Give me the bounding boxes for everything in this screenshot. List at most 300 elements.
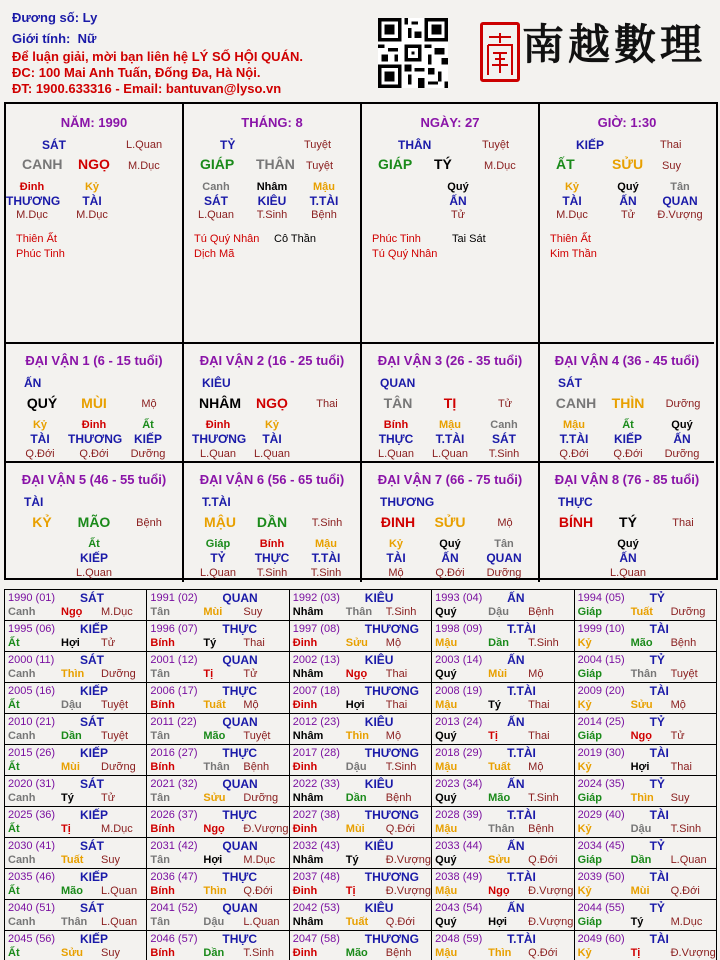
year-label: 2006 (17) <box>150 685 198 697</box>
year-state: Thai <box>528 699 550 711</box>
hidden-stem: Bính <box>259 538 285 550</box>
year-cell <box>147 900 289 931</box>
year-label: 2029 (40) <box>577 809 625 821</box>
year-branch: Ngọ <box>203 823 225 835</box>
dai-van-stem: BÍNH <box>558 514 594 530</box>
heavenly-stem: ẤT <box>556 156 575 172</box>
hidden-god: KIẾP <box>79 551 108 565</box>
spirit-star: Thiên Ất <box>16 233 57 245</box>
year-god: TÀI <box>649 808 669 822</box>
hidden-stem: Kỷ <box>84 181 100 193</box>
year-stem: Quý <box>435 854 457 866</box>
hidden-stem: Ất <box>142 419 154 431</box>
year-stem: Đinh <box>292 885 318 897</box>
table-row <box>5 838 717 869</box>
hidden-stem: Tân <box>494 538 514 550</box>
hidden-state: Đ.Vượng <box>657 209 703 221</box>
year-label: 2026 (37) <box>150 809 198 821</box>
year-state: Dưỡng <box>670 606 706 618</box>
dai-van-title: ĐẠI VẬN 2 (16 - 25 tuổi) <box>199 353 345 368</box>
year-label: 2022 (33) <box>292 778 340 790</box>
dai-van-stem: QUÝ <box>26 395 58 411</box>
year-god: QUAN <box>222 591 258 605</box>
year-branch: Dần <box>630 854 652 866</box>
year-label: 2009 (20) <box>577 685 625 697</box>
year-state: T.Sinh <box>528 637 559 649</box>
hidden-state: M.Dục <box>16 209 48 221</box>
hidden-stem: Quý <box>439 538 461 550</box>
hidden-stem: Giáp <box>205 538 231 550</box>
year-cell <box>432 869 574 900</box>
year-stem: Tân <box>150 606 170 618</box>
hidden-god: ẤN <box>619 551 637 565</box>
year-state: Q.Đới <box>528 947 558 959</box>
year-branch: Ngọ <box>61 606 83 618</box>
hidden-stem: Tân <box>670 181 690 193</box>
year-branch: Tuất <box>61 854 84 866</box>
year-stem: Mậu <box>435 947 458 959</box>
year-stem: Nhâm <box>292 916 324 928</box>
dai-van-1 <box>6 344 184 463</box>
hidden-god: T.TÀI <box>309 194 339 208</box>
heavenly-stem: GIÁP <box>200 156 235 172</box>
hidden-god: TÀI <box>386 551 406 565</box>
year-label: 2001 (12) <box>150 654 198 666</box>
year-state: Dưỡng <box>243 792 279 804</box>
year-label: 2028 (39) <box>435 809 483 821</box>
year-cell <box>432 714 574 745</box>
dai-van-branch: MÙI <box>81 395 107 411</box>
dai-van-god: THỰC <box>558 495 593 509</box>
hidden-state: Q.Đới <box>79 448 109 460</box>
hidden-state: M.Dục <box>556 209 588 221</box>
hidden-state: Dưỡng <box>486 567 522 579</box>
year-cell <box>574 776 716 807</box>
year-label: 1994 (05) <box>577 592 625 604</box>
year-branch: Mão <box>61 885 83 897</box>
year-stem: Canh <box>8 916 36 928</box>
dai-van-branch: MÃO <box>77 514 111 530</box>
dai-van-god: KIÊU <box>202 376 231 390</box>
dai-van-branch: SỬU <box>434 514 466 530</box>
year-branch: Hợi <box>488 916 507 928</box>
branch-state: Tuyệt <box>306 160 334 172</box>
dai-van-state: Thai <box>316 398 338 410</box>
year-state: L.Quan <box>101 885 138 897</box>
year-cell <box>574 590 716 621</box>
year-stem: Kỷ <box>577 947 592 959</box>
year-state: Suy <box>101 854 120 866</box>
year-cell <box>289 838 431 869</box>
dai-van-title: ĐẠI VẬN 3 (26 - 35 tuổi) <box>377 353 523 368</box>
year-god: KIÊU <box>364 653 394 667</box>
hidden-state: L.Quan <box>253 448 291 460</box>
pillar-stem-god: TỶ <box>220 138 236 152</box>
year-label: 1995 (06) <box>8 623 56 635</box>
hidden-god: QUAN <box>486 551 522 565</box>
dai-van-title: ĐẠI VẬN 1 (6 - 15 tuổi) <box>25 353 163 368</box>
year-branch: Mùi <box>203 606 223 618</box>
dai-van-god: ẤN <box>24 376 42 390</box>
hidden-stem: Đinh <box>205 419 231 431</box>
dai-van-state: Mộ <box>141 398 157 410</box>
year-label: 2035 (46) <box>8 871 56 883</box>
spirit-star: Cô Thần <box>274 233 316 245</box>
year-branch: Dậu <box>61 699 82 711</box>
year-label: 1997 (08) <box>292 623 340 635</box>
year-cell <box>147 807 289 838</box>
address-line: ĐC: 100 Mai Anh Tuấn, Đống Đa, Hà Nội. <box>12 65 261 80</box>
dai-van-title: ĐẠI VẬN 6 (56 - 65 tuổi) <box>199 472 345 487</box>
year-branch: Tuất <box>203 699 226 711</box>
year-stem: Kỷ <box>577 885 592 897</box>
year-branch: Dậu <box>488 606 509 618</box>
yearly-luck-table <box>4 589 717 960</box>
year-cell <box>147 590 289 621</box>
year-state: T.Sinh <box>243 947 274 959</box>
year-cell <box>574 838 716 869</box>
pillar-title: NĂM: 1990 <box>60 115 128 130</box>
dai-van-state: Mộ <box>497 517 513 529</box>
year-state: Mộ <box>528 761 544 773</box>
dai-van-2 <box>184 344 362 463</box>
year-state: M.Dục <box>670 916 703 928</box>
year-branch: Sửu <box>488 854 511 866</box>
table-row <box>5 869 717 900</box>
logo-text: 南越數理 <box>522 20 707 69</box>
year-branch: Thìn <box>488 947 512 959</box>
year-god: T.TÀI <box>507 808 536 822</box>
hidden-god: T.TÀI <box>311 551 341 565</box>
table-row <box>5 621 717 652</box>
year-state: T.Sinh <box>385 761 417 773</box>
year-cell <box>5 590 147 621</box>
hidden-stem: Quý <box>447 181 469 193</box>
year-stem: Mậu <box>435 761 458 773</box>
earthly-branch: TÝ <box>434 156 452 172</box>
year-state: Bệnh <box>670 637 697 649</box>
year-state: Đ.Vượng <box>670 947 716 959</box>
year-state: Suy <box>243 606 263 618</box>
pillar-god-state: Tuyệt <box>482 139 510 151</box>
year-state: Dưỡng <box>101 668 136 680</box>
year-state: Bệnh <box>243 761 270 773</box>
year-branch: Tị <box>488 730 498 742</box>
hidden-god: ẤN <box>449 194 467 208</box>
spirit-star: Phúc Tinh <box>372 233 421 245</box>
year-branch: Tý <box>630 916 644 928</box>
hidden-stem: Đinh <box>19 181 45 193</box>
earthly-branch: THÂN <box>256 156 295 172</box>
year-state: Tuyệt <box>101 730 129 742</box>
table-row <box>5 714 717 745</box>
year-god: SÁT <box>80 901 104 915</box>
year-branch: Ngọ <box>345 668 368 680</box>
year-label: 2024 (35) <box>577 778 625 790</box>
year-branch: Tị <box>345 885 356 897</box>
year-stem: Kỷ <box>577 823 592 835</box>
year-state: Bệnh <box>528 606 554 618</box>
year-god: KIÊU <box>364 715 394 729</box>
year-label: 2012 (23) <box>292 716 340 728</box>
year-branch: Mão <box>345 947 368 959</box>
hidden-stem: Kỷ <box>264 419 280 431</box>
year-branch: Thìn <box>203 885 227 897</box>
year-god: ẤN <box>507 901 525 915</box>
hidden-god: THƯƠNG <box>192 432 247 446</box>
year-stem: Ất <box>8 699 20 711</box>
year-branch: Tị <box>630 947 641 959</box>
year-god: ẤN <box>507 839 525 853</box>
dai-van-stem: TÂN <box>383 395 413 411</box>
hidden-god: THỰC <box>254 551 290 565</box>
year-label: 2013 (24) <box>435 716 483 728</box>
year-label: 2007 (18) <box>292 685 340 697</box>
dai-van-4 <box>540 344 714 463</box>
year-label: 2025 (36) <box>8 809 56 821</box>
year-state: Đ.Vượng <box>385 854 431 866</box>
year-branch: Mão <box>203 730 226 742</box>
four-pillars-grid <box>4 102 718 580</box>
year-stem: Nhâm <box>292 792 324 804</box>
year-god: TỶ <box>649 901 665 915</box>
year-cell <box>432 931 574 960</box>
spirit-star: Tú Quý Nhân <box>194 233 260 245</box>
year-state: M.Dục <box>243 854 276 866</box>
year-stem: Kỷ <box>577 761 592 773</box>
dai-van-branch: TÝ <box>619 514 637 530</box>
year-cell <box>574 652 716 683</box>
table-row <box>5 683 717 714</box>
dai-van-stem: CANH <box>555 395 597 411</box>
year-label: 2046 (57) <box>150 933 198 945</box>
year-branch: Thân <box>61 916 88 928</box>
year-stem: Ất <box>8 823 20 835</box>
year-branch: Tý <box>345 854 359 866</box>
dai-van-8 <box>540 463 714 582</box>
year-cell <box>5 745 147 776</box>
pillar-title: NGÀY: 27 <box>420 115 480 130</box>
year-label: 1998 (09) <box>435 623 483 635</box>
hidden-state: T.Sinh <box>310 567 342 579</box>
year-god: SÁT <box>80 839 104 853</box>
hidden-god: TÀI <box>262 432 282 446</box>
year-god: SÁT <box>80 653 104 667</box>
hidden-state: Q.Đới <box>613 448 643 460</box>
dai-van-stem: KỶ <box>32 514 52 530</box>
year-god: KIẾP <box>80 746 109 760</box>
year-god: THỰC <box>222 622 258 636</box>
dai-van-6 <box>184 463 362 582</box>
year-state: Mộ <box>528 668 544 680</box>
hidden-state: Tử <box>620 209 636 221</box>
year-state: Tử <box>101 637 116 649</box>
year-stem: Mậu <box>435 699 458 711</box>
year-god: T.TÀI <box>507 684 536 698</box>
pillar-stem-god: THÂN <box>398 138 432 152</box>
year-branch: Ngọ <box>488 885 510 897</box>
year-god: THỰC <box>222 932 258 946</box>
year-state: Tuyệt <box>670 668 698 680</box>
table-row <box>5 590 717 621</box>
pillar-stem-god: SÁT <box>42 138 66 152</box>
year-god: TỶ <box>649 839 665 853</box>
year-god: THỰC <box>222 746 258 760</box>
year-stem: Đinh <box>292 823 318 835</box>
year-cell <box>574 807 716 838</box>
year-god: SÁT <box>80 777 104 791</box>
hidden-state: T.Sinh <box>488 448 520 460</box>
year-label: 2010 (21) <box>8 716 56 728</box>
year-cell <box>289 621 431 652</box>
year-label: 2049 (60) <box>577 933 625 945</box>
year-state: Q.Đới <box>243 885 273 897</box>
hidden-god: ẤN <box>673 432 691 446</box>
year-stem: Ất <box>8 637 20 649</box>
hidden-god: QUAN <box>662 194 698 208</box>
pillar-1 <box>184 104 362 344</box>
year-stem: Ất <box>8 761 20 773</box>
year-stem: Canh <box>8 854 36 866</box>
pillar-title: THÁNG: 8 <box>241 115 303 130</box>
year-cell <box>574 621 716 652</box>
dai-van-title: ĐẠI VẬN 5 (46 - 55 tuổi) <box>21 472 167 487</box>
year-cell <box>289 869 431 900</box>
year-stem: Quý <box>435 606 457 618</box>
dai-van-branch: THÌN <box>611 395 645 411</box>
year-state: Tuyệt <box>101 699 129 711</box>
year-stem: Giáp <box>577 792 603 804</box>
year-label: 2003 (14) <box>435 654 483 666</box>
hidden-state: Bệnh <box>311 209 337 221</box>
hidden-stem: Bính <box>383 419 409 431</box>
gender-line: Giới tính: Nữ <box>12 31 97 46</box>
year-stem: Bính <box>150 823 175 835</box>
hidden-state: Mộ <box>388 567 404 579</box>
hidden-state: L.Quan <box>197 209 235 221</box>
year-god: KIẾP <box>80 622 109 636</box>
year-cell <box>5 838 147 869</box>
year-stem: Nhâm <box>292 854 324 866</box>
hidden-stem: Quý <box>617 538 639 550</box>
year-label: 2030 (41) <box>8 840 56 852</box>
year-god: TÀI <box>649 684 669 698</box>
year-branch: Dậu <box>203 916 225 928</box>
branch-state: M.Dục <box>128 160 160 172</box>
year-god: KIÊU <box>364 839 394 853</box>
year-god: T.TÀI <box>507 932 536 946</box>
year-cell <box>432 807 574 838</box>
year-label: 2039 (50) <box>577 871 625 883</box>
hidden-god: SÁT <box>492 432 516 446</box>
year-cell <box>5 714 147 745</box>
year-branch: Thân <box>345 606 373 618</box>
year-cell <box>5 900 147 931</box>
table-row <box>5 745 717 776</box>
year-branch: Sửu <box>61 947 84 959</box>
year-branch: Tý <box>203 637 217 649</box>
year-cell <box>5 869 147 900</box>
year-stem: Canh <box>8 792 36 804</box>
hidden-god: ẤN <box>619 194 637 208</box>
year-state: Tử <box>243 668 258 680</box>
year-state: M.Dục <box>101 606 133 618</box>
year-label: 2047 (58) <box>292 933 340 945</box>
hidden-god: SÁT <box>204 194 228 208</box>
year-branch: Mùi <box>630 885 650 897</box>
year-state: Bệnh <box>385 792 412 804</box>
year-state: Q.Đới <box>385 916 415 928</box>
year-stem: Tân <box>150 854 170 866</box>
year-god: SÁT <box>80 591 104 605</box>
year-god: TÀI <box>649 622 669 636</box>
year-branch: Tuất <box>630 606 653 618</box>
year-cell <box>289 807 431 838</box>
hidden-god: TÀI <box>30 432 50 446</box>
hidden-state: Q.Đới <box>25 448 55 460</box>
year-cell <box>432 621 574 652</box>
dai-van-branch: NGỌ <box>256 395 288 411</box>
year-god: KIÊU <box>364 777 394 791</box>
year-branch: Dậu <box>345 761 367 773</box>
dai-van-7 <box>362 463 540 582</box>
year-state: Tử <box>101 792 116 804</box>
year-branch: Dần <box>488 637 509 649</box>
year-state: Bệnh <box>385 947 412 959</box>
hidden-stem: Mậu <box>563 419 585 431</box>
year-stem: Đinh <box>292 761 318 773</box>
year-stem: Kỷ <box>577 637 592 649</box>
year-stem: Giáp <box>577 854 603 866</box>
year-cell <box>5 652 147 683</box>
year-label: 2016 (27) <box>150 747 198 759</box>
dai-van-title: ĐẠI VẬN 7 (66 - 75 tuổi) <box>377 472 523 487</box>
year-god: THƯƠNG <box>364 808 419 822</box>
dai-van-god: T.TÀI <box>202 495 231 509</box>
year-cell <box>147 869 289 900</box>
year-cell <box>147 683 289 714</box>
year-god: TỶ <box>649 591 665 605</box>
hidden-god: TÀI <box>82 194 102 208</box>
hidden-god: THƯƠNG <box>68 432 123 446</box>
year-label: 2038 (49) <box>435 871 483 883</box>
year-state: T.Sinh <box>528 792 559 804</box>
hidden-god: TÀI <box>562 194 582 208</box>
year-state: Tử <box>670 730 685 742</box>
year-state: Dưỡng <box>101 761 136 773</box>
year-stem: Mậu <box>435 885 458 897</box>
year-label: 2018 (29) <box>435 747 483 759</box>
pillar-3 <box>540 104 714 344</box>
year-label: 2042 (53) <box>292 902 340 914</box>
year-cell <box>147 652 289 683</box>
year-label: 1996 (07) <box>150 623 198 635</box>
year-god: QUAN <box>222 901 258 915</box>
hidden-god: T.TÀI <box>435 432 465 446</box>
year-god: THƯƠNG <box>364 932 419 946</box>
year-stem: Kỷ <box>577 699 592 711</box>
year-label: 2036 (47) <box>150 871 198 883</box>
table-row <box>5 900 717 931</box>
year-god: ẤN <box>507 777 525 791</box>
year-label: 2023 (34) <box>435 778 483 790</box>
year-state: Đ.Vượng <box>243 823 289 835</box>
earthly-branch: SỬU <box>612 156 644 172</box>
pillar-0 <box>6 104 184 344</box>
year-state: Mộ <box>385 730 402 742</box>
year-cell <box>289 683 431 714</box>
year-branch: Dậu <box>630 823 652 835</box>
